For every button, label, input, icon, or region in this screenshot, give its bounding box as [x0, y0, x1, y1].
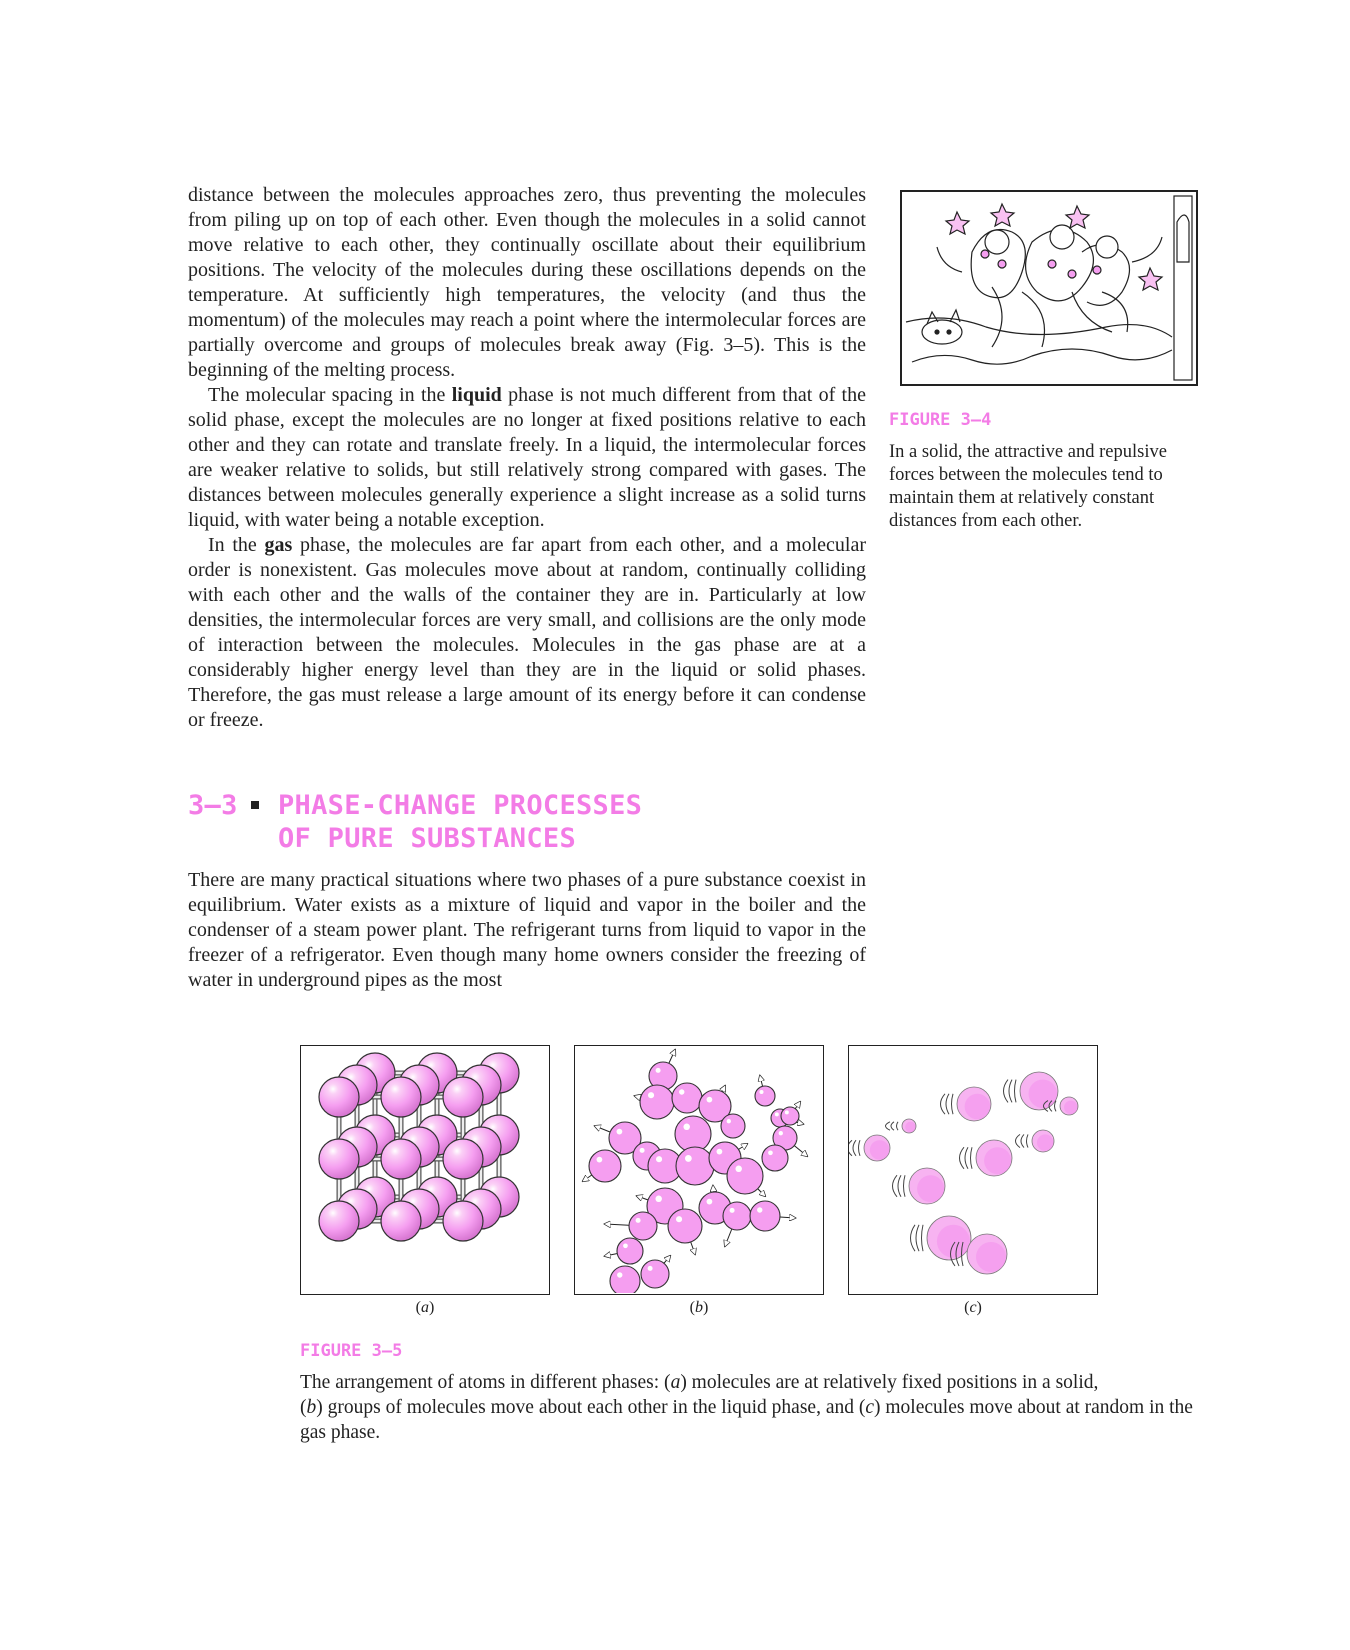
motion-arc: [1055, 1101, 1057, 1112]
liquid-molecule-highlight: [768, 1150, 773, 1155]
figure-3-4-label: FIGURE 3–4: [889, 410, 992, 430]
solid-molecule: [443, 1139, 483, 1179]
motion-arc: [853, 1140, 856, 1156]
main-text-column: [188, 183, 866, 733]
motion-arc: [1004, 1080, 1009, 1103]
solid-molecule: [319, 1201, 359, 1241]
section-title-line1: PHASE-CHANGE PROCESSES: [278, 790, 643, 821]
section-body: [188, 868, 866, 993]
liquid-molecule-highlight: [707, 1199, 713, 1205]
solid-molecule: [443, 1077, 483, 1117]
liquid-molecule-highlight: [617, 1272, 622, 1277]
gas-molecule-shade: [917, 1175, 944, 1202]
cartoon-molecules-illustration: [902, 192, 1196, 384]
motion-arc: [886, 1122, 891, 1130]
motion-arc: [971, 1147, 973, 1169]
liquid-molecule: [723, 1202, 751, 1230]
paragraph-gas-before: In the: [208, 534, 265, 556]
panel-solid: [300, 1045, 550, 1295]
liquid-molecule: [762, 1145, 788, 1171]
caption-b: b: [306, 1397, 317, 1418]
liquid-molecule-highlight: [636, 1218, 641, 1223]
liquid-molecule-highlight: [779, 1131, 783, 1135]
motion-arc: [904, 1175, 906, 1197]
liquid-molecule-highlight: [707, 1097, 713, 1103]
sublabel-a-letter: a: [421, 1299, 429, 1316]
motion-arc: [897, 1122, 899, 1130]
motion-arc: [1015, 1080, 1017, 1103]
liquid-molecule-highlight: [730, 1208, 735, 1213]
solid-molecule: [381, 1201, 421, 1241]
liquid-molecule-highlight: [757, 1207, 762, 1212]
motion-arc: [960, 1147, 965, 1169]
motion-arc: [922, 1225, 924, 1251]
liquid-molecule-highlight: [597, 1157, 603, 1163]
liquid-molecule: [589, 1150, 621, 1182]
liquid-molecule-highlight: [760, 1090, 764, 1094]
gas-molecule-shade: [976, 1242, 1006, 1272]
motion-arc: [946, 1094, 949, 1114]
liquid-molecule-highlight: [685, 1155, 692, 1162]
figure-3-5-caption: [300, 1370, 1220, 1445]
motion-arc: [891, 1122, 894, 1130]
panel-liquid: [574, 1045, 824, 1295]
solid-molecule: [319, 1077, 359, 1117]
liquid-molecule-highlight: [775, 1112, 779, 1116]
sublabel-b-letter: b: [695, 1299, 703, 1316]
sublabel-a: (a): [415, 1299, 435, 1316]
paragraph-solid: distance between the molecules approaches zero, thus preventing the molecules from piling up on top of each other. Even though the molecules in a solid cannot move relative to each other, they continually oscillate about their equilibrium positions. The velocity of the molecules during these oscillations depends on the temperature. At sufficiently high temperatures, the velocity (and thus the momentum) of the molecules may reach a point where the intermolecular forces are partially overcome and groups of molecules break away (Fig. 3–5). This is the beginning of the melting process.: [188, 184, 866, 381]
liquid-molecule-highlight: [727, 1119, 731, 1123]
motion-arc: [911, 1225, 916, 1251]
gas-molecule-shade: [1037, 1134, 1054, 1151]
solid-molecule: [381, 1077, 421, 1117]
liquid-molecule: [640, 1085, 674, 1119]
liquid-molecule: [629, 1212, 657, 1240]
paragraph-gas-after: phase, the molecules are far apart from each other, and a molecular order is nonexistent. Gas molecules move about at random, continually colliding with each other and the walls of the container they are in. Particularly at low densities, the intermolecular forces are very small, and collisions are the only mode of interaction between the molecules. Molecules in the gas phase are at a considerably higher energy level than they are in the liquid or solid phases. Therefore, the gas must release a large amount of its energy before it can condense or freeze.: [188, 534, 866, 731]
liquid-molecule-highlight: [640, 1148, 645, 1153]
liquid-molecule-highlight: [656, 1156, 662, 1162]
solid-molecule: [381, 1139, 421, 1179]
caption-part-4: ) groups of molecules move about each other in the liquid phase, and (: [316, 1397, 866, 1418]
figure-3-4-illustration: [900, 190, 1198, 386]
liquid-molecule: [721, 1114, 745, 1138]
gas-molecule-shade: [905, 1122, 916, 1133]
gas-molecule-shade: [937, 1225, 970, 1258]
caption-part-2: ) molecules are at relatively fixed positions in a solid,: [680, 1372, 1099, 1393]
paragraph-phase-change: There are many practical situations where two phases of a pure substance coexist in equilibrium. Water exists as a mixture of liquid and vapor in the boiler and the condenser of a steam power plant. The refrigerant turns from liquid to vapor in the freezer of a refrigerator. Even though many home owners consider the freezing of water in underground pipes as the most: [188, 869, 866, 991]
motion-arc: [898, 1175, 901, 1197]
section-number: 3–3: [188, 790, 238, 821]
motion-arc: [965, 1147, 968, 1169]
motion-arc: [893, 1175, 898, 1197]
gas-molecule-shade: [965, 1094, 991, 1120]
caption-part-1: The arrangement of atoms in different phases: (: [300, 1372, 671, 1393]
solid-molecule: [319, 1139, 359, 1179]
liquid-molecule-highlight: [655, 1196, 661, 1202]
sublabel-b: (b): [689, 1299, 709, 1316]
caption-part-3: (: [300, 1397, 307, 1418]
liquid-molecule: [676, 1147, 714, 1185]
liquid-molecule-highlight: [648, 1266, 653, 1271]
liquid-molecule-highlight: [648, 1092, 654, 1098]
paragraph-liquid: [188, 383, 866, 533]
liquid-molecule-highlight: [676, 1216, 682, 1222]
gas-molecule-shade: [1064, 1101, 1078, 1115]
solid-molecule: [443, 1201, 483, 1241]
section-title: [278, 789, 878, 855]
liquid-molecule: [755, 1086, 775, 1106]
liquid-molecule-highlight: [785, 1110, 789, 1114]
section-title-line2: OF PURE SUBSTANCES: [278, 823, 576, 854]
liquid-molecule-highlight: [617, 1129, 623, 1135]
section-bullet: [251, 801, 259, 809]
liquid-molecule: [672, 1083, 702, 1113]
caption-c: c: [865, 1397, 875, 1418]
gas-molecule-shade: [984, 1147, 1011, 1174]
liquid-molecule: [750, 1201, 780, 1231]
term-gas: gas: [264, 534, 293, 556]
liquid-molecule-highlight: [735, 1166, 741, 1172]
paragraph-gas: [188, 533, 866, 733]
panel-gas: [848, 1045, 1098, 1295]
liquid-molecule: [727, 1158, 763, 1194]
liquid-molecule: [610, 1266, 640, 1293]
figure-3-5-label: FIGURE 3–5: [300, 1341, 403, 1361]
motion-arc: [1027, 1134, 1029, 1147]
motion-arc: [849, 1140, 852, 1156]
liquid-molecule: [668, 1209, 702, 1243]
liquid-molecule: [641, 1260, 669, 1288]
sublabel-c: (c): [964, 1299, 982, 1316]
term-liquid: liquid: [451, 384, 502, 406]
liquid-molecules-diagram: [575, 1046, 822, 1293]
liquid-molecule-highlight: [717, 1149, 723, 1155]
liquid-molecule-highlight: [623, 1243, 628, 1248]
caption-part-5: ) molecules move about at random in the gas phase.: [300, 1397, 1193, 1443]
paragraph-liquid-before: The molecular spacing in the: [208, 384, 452, 406]
motion-arc: [952, 1094, 954, 1114]
gas-molecules-diagram: [849, 1046, 1096, 1293]
sublabel-c-letter: c: [969, 1299, 977, 1316]
gas-molecule-shade: [1029, 1080, 1058, 1109]
liquid-molecule-highlight: [656, 1068, 661, 1073]
caption-a: a: [670, 1372, 681, 1393]
liquid-molecule-highlight: [679, 1089, 684, 1094]
liquid-molecule: [617, 1238, 643, 1264]
liquid-molecule: [781, 1107, 799, 1125]
motion-arc: [916, 1225, 919, 1251]
liquid-molecule-highlight: [683, 1124, 689, 1130]
motion-arc: [1009, 1080, 1012, 1103]
gas-molecule-shade: [870, 1140, 890, 1160]
paragraph-liquid-after: phase is not much different from that of the solid phase, except the molecules are no longer at fixed positions relative to each other and they can rotate and translate freely. In a liquid, the intermolecular forces are weaker relative to solids, but still relatively strong compared with gases. The distances between molecules generally experience a slight increase as a solid turns liquid, with water being a notable exception.: [188, 384, 866, 531]
solid-lattice-diagram: [301, 1046, 548, 1293]
motion-arc: [859, 1140, 861, 1156]
figure-3-4-caption: In a solid, the attractive and repulsive forces between the molecules tend to maintain them at relatively constant distances from each other.: [889, 442, 1167, 531]
motion-arc: [1021, 1134, 1024, 1147]
motion-arc: [941, 1094, 946, 1114]
motion-arc: [1016, 1134, 1021, 1147]
